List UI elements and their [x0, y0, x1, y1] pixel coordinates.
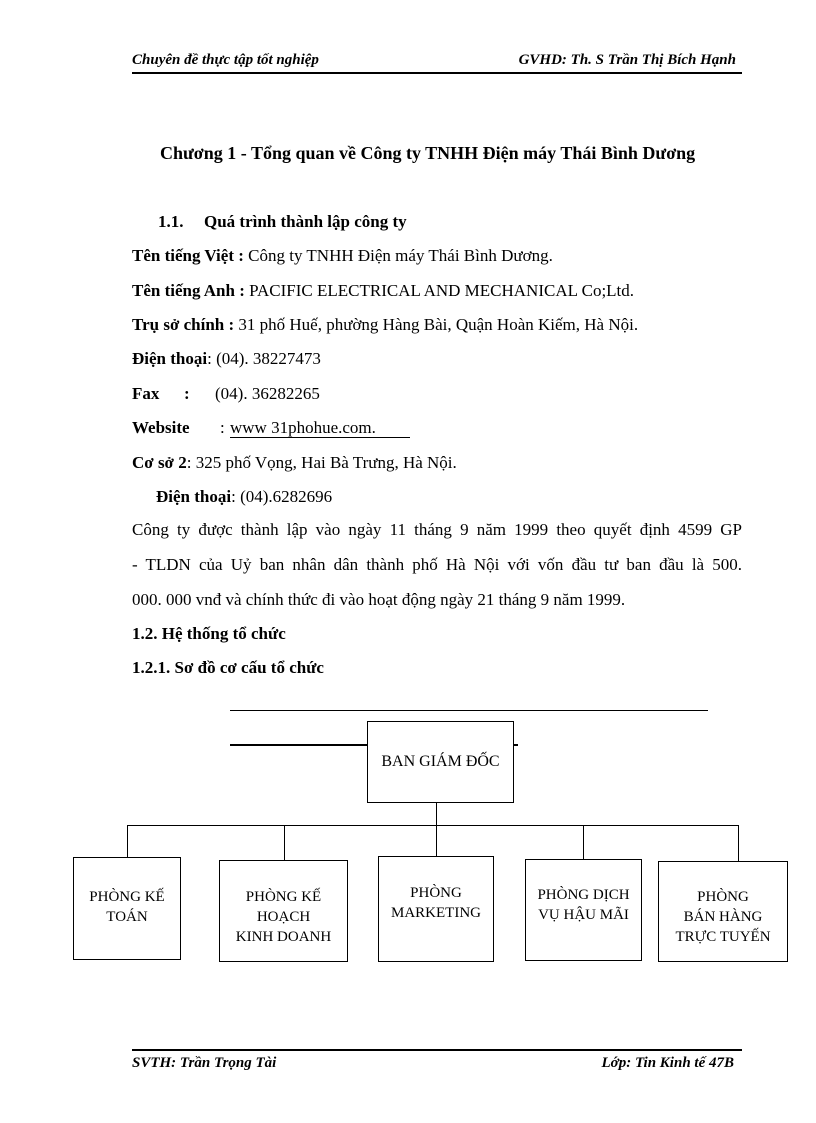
org-box-ban-giam-doc-label: BAN GIÁM ĐỐC [381, 753, 500, 770]
hq-value: 31 phố Huế, phường Hàng Bài, Quận Hoàn Kiếm, Hà Nội. [234, 315, 639, 334]
website-link-text[interactable]: www 31phohue.com. [230, 418, 376, 437]
section-1-2-1-heading: 1.2.1. Sơ đồ cơ cấu tổ chức [132, 658, 324, 677]
footer-rule [132, 1049, 742, 1051]
header-right: GVHD: Th. S Trần Thị Bích Hạnh [518, 52, 736, 68]
dept-2-line-3: KINH DOANH [235, 929, 332, 945]
phone-label: Điện thoại [132, 349, 208, 368]
phone-line [132, 349, 321, 369]
fax-label: Fax [132, 384, 160, 403]
paragraph-line-2: - TLDN của Uỷ ban nhân dân thành phố Hà Nội với vốn đầu tư ban đầu là 500. [132, 555, 742, 574]
org-box-phong-ban-hang [658, 861, 788, 962]
org-connector-horizontal [127, 825, 739, 826]
org-box-phong-dich-vu [525, 859, 642, 961]
section-1-1-number: 1.1. [158, 212, 184, 231]
branch-value: : 325 phố Vọng, Hai Bà Trưng, Hà Nội. [186, 453, 457, 472]
viet-name-line [132, 246, 553, 266]
dept-5-line-2: BÁN HÀNG [683, 909, 763, 925]
paragraph-line-3: 000. 000 vnđ và chính thức đi vào hoạt động ngày 21 tháng 9 năm 1999. [132, 590, 626, 609]
dept-5-line-3: TRỰC TUYẾN [675, 929, 771, 945]
dept-2-line-1: PHÒNG KẾ [245, 889, 322, 905]
header-rule [132, 72, 742, 74]
phone-value: : (04). 38227473 [207, 349, 321, 368]
org-chart-top-rule [230, 710, 708, 711]
branch-phone-value: : (04).6282696 [231, 487, 333, 506]
fax-value: (04). 36282265 [215, 384, 320, 403]
viet-name-label: Tên tiếng Việt : [132, 246, 244, 265]
website-label: Website [132, 418, 190, 437]
dept-4-line-1: PHÒNG DỊCH [537, 887, 630, 903]
website-link[interactable] [230, 418, 410, 438]
hq-label: Trụ sở chính : [132, 315, 235, 334]
footer-right: Lớp: Tin Kinh tế 47B [601, 1055, 734, 1071]
org-connector-4 [583, 825, 584, 860]
eng-name-line [132, 281, 634, 301]
website-sep: : [220, 418, 225, 437]
branch-phone-label: Điện thoại [156, 487, 232, 506]
org-box-ban-giam-doc [367, 721, 514, 803]
paragraph-line-1: Công ty được thành lập vào ngày 11 tháng 9 năm 1999 theo quyết định 4599 GP [132, 520, 742, 539]
dept-2-line-2: HOẠCH [256, 909, 311, 925]
dept-3-line-2: MARKETING [391, 905, 481, 921]
fax-sep: : [184, 384, 190, 403]
dept-3-line-1: PHÒNG [410, 885, 462, 901]
branch-label: Cơ sở 2 [132, 453, 187, 472]
header-left: Chuyên đề thực tập tốt nghiệp [132, 52, 319, 68]
branch-line [132, 453, 457, 473]
org-box-phong-marketing [378, 856, 494, 962]
viet-name-value: Công ty TNHH Điện máy Thái Bình Dương. [243, 246, 553, 265]
chapter-title: Chương 1 - Tổng quan về Công ty TNHH Điện máy Thái Bình Dương [160, 143, 696, 163]
org-connector-5 [738, 825, 739, 862]
dept-1-line-1: PHÒNG KẾ [89, 889, 165, 905]
branch-phone-line [156, 487, 332, 507]
org-connector-2 [284, 825, 285, 861]
section-1-1-title: Quá trình thành lập công ty [204, 212, 407, 231]
hq-line [132, 315, 638, 335]
dept-5-line-1: PHÒNG [697, 889, 749, 905]
footer-left: SVTH: Trần Trọng Tài [132, 1055, 277, 1071]
dept-4-line-2: VỤ HẬU MÃI [538, 907, 629, 923]
org-connector-1 [127, 825, 128, 858]
org-connector-top [436, 802, 437, 825]
org-box-phong-ke-hoach [219, 860, 348, 962]
org-box-phong-ke-toan [73, 857, 181, 960]
org-connector-3 [436, 825, 437, 857]
org-chart-left-tick [230, 744, 368, 746]
section-1-2-heading: 1.2. Hệ thống tổ chức [132, 624, 286, 643]
eng-name-label: Tên tiếng Anh : [132, 281, 245, 300]
eng-name-value: PACIFIC ELECTRICAL AND MECHANICAL Co;Ltd. [244, 281, 635, 300]
dept-1-line-2: TOÁN [106, 909, 148, 925]
